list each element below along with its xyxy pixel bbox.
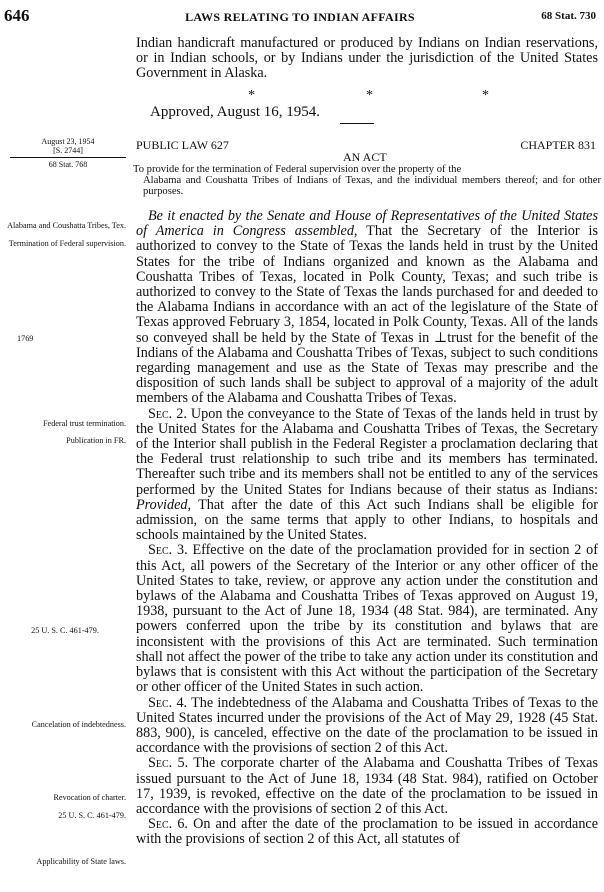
- section-3: [136, 543, 598, 695]
- section-2-tail: That after the date of this Act such Indians shall be eligible for admission, on the same terms that apply to other Indians, to hospitals and schools maintained by the United States.: [136, 496, 598, 544]
- section-break-stars: [136, 88, 598, 102]
- section-3-text: Effective on the date of the proclamation provided for in section 2 of this Act, all powers of the Secretary of the Interior or any other officer of the United States to take, review, or approve any action under the constitution and bylaws of the Alabama and Coushatta Tribes of Texas approved on August 19, 1938, pursuant to the Act of June 18, 1934 (48 Stat. 984), are terminated. Any powers conferred upon the tribe by its constitution and bylaws that are inconsistent with the provisions of this Act are terminated. Such termination shall not affect the power of the tribe to take any action under its constitution and bylaws that is consistent with this Act without the participation of the Secretary or other officer of the United States in such action.: [136, 542, 598, 696]
- section-2-proviso: Provided,: [136, 496, 192, 513]
- margin-note-trust: Federal trust termination.: [43, 419, 126, 428]
- margin-note-usc-2: 25 U. S. C. 461-479.: [58, 811, 126, 820]
- section-2-label: Sec. 2.: [148, 405, 187, 422]
- section-5: [136, 756, 598, 817]
- act-heading: AN ACT: [343, 150, 387, 164]
- enacting-clause: [136, 209, 598, 407]
- approval-line: Approved, August 16, 1954.: [150, 104, 320, 120]
- margin-note-page-ref: 1769: [17, 334, 34, 343]
- margin-note-publication: Publication in FR.: [66, 436, 126, 445]
- act-purpose-line2: Alabama and Coushatta Tribes of Indians of Texas, and the individual members thereof; and for other purposes.: [143, 174, 601, 197]
- statute-reference: 68 Stat. 730: [541, 10, 596, 22]
- preceding-act-text: Indian handicraft manufactured or produced by Indians on Indian reservations, or in Indian schools, or by Indians under the jurisdiction of the United States Government in Alaska.: [136, 35, 598, 82]
- chapter-number: CHAPTER 831: [520, 138, 596, 152]
- section-2-text: Upon the conveyance to the State of Texas of the lands held in trust by the United States for the Alabama and Coushatta Tribes of Texas, the Secretary of the Interior shall publish in the Federal Register a proclamation declaring that the Federal trust relationship to such tribe and its members has terminated. Thereafter such tribe and its members shall not be entitled to any of the services performed by the United States for Indians because of their status as Indians:: [136, 405, 599, 498]
- bill-number: [S. 2744]: [53, 146, 83, 155]
- star-1: *: [248, 88, 255, 103]
- margin-note-state-laws: Applicability of State laws.: [36, 857, 126, 866]
- divider-rule: [340, 123, 374, 124]
- act-purpose-line1: To provide for the termination of Federal supervision over the property of the: [133, 164, 462, 175]
- section-2: [136, 407, 598, 544]
- margin-note-tribes: Alabama and Coushatta Tribes, Tex.: [7, 221, 126, 230]
- page-number: 646: [4, 6, 30, 25]
- stat-citation: 68 Stat. 768: [48, 160, 88, 169]
- enactment-date: August 23, 1954: [41, 137, 95, 146]
- section-6-label: Sec. 6.: [148, 816, 188, 833]
- star-2: *: [366, 88, 373, 103]
- margin-note-usc-1: 25 U. S. C. 461-479.: [31, 626, 99, 635]
- running-header: [4, 6, 596, 28]
- enacting-formula: Be it enacted by the Senate and House of Representatives of the United States of America in Congress assembled,: [136, 208, 598, 240]
- running-title: LAWS RELATING TO INDIAN AFFAIRS: [185, 10, 415, 24]
- section-1-text: That the Secretary of the Interior is authorized to convey to the State of Texas the lands held in trust by the United States for the tribe of Indians organized and known as the Alabama and Coushatta Tribes of Texas, located in Polk County, Texas; and such tribe is authorized to convey to the State of Texas the lands purchased for and deeded to the Alabama Indians in accordance with an act of the legislature of the State of Texas approved February 3, 1854, located in Polk County, Texas. All of the lands so conveyed shall be held by the State of Texas in ⊥trust for the benefit of the Indians of the Alabama and Coushatta Tribes of Texas, subject to such conditions regarding management and use as the State of Texas may prescribe and the disposition of such lands shall be subject to approval of a majority of the adult members of the Alabama and Coushatta Tribes of Texas.: [136, 223, 599, 407]
- margin-note-revocation: Revocation of charter.: [53, 793, 126, 802]
- act-body: [136, 209, 598, 848]
- section-6-text: On and after the date of the proclamation to be issued in accordance with the provisions of section 2 of this Act, all statutes of: [136, 816, 599, 848]
- section-4: [136, 696, 598, 757]
- enactment-date-box: [10, 137, 126, 169]
- section-6: [136, 817, 598, 847]
- public-law-number: PUBLIC LAW 627: [136, 138, 229, 152]
- section-5-label: Sec. 5.: [148, 755, 189, 772]
- star-3: *: [482, 88, 489, 103]
- section-3-label: Sec. 3.: [148, 542, 188, 559]
- section-4-text: The indebtedness of the Alabama and Coushatta Tribes of Texas to the United States incurred under the provisions of the Act of May 29, 1928 (45 Stat. 883, 900), is canceled, effective on the date of the proclamation to be issued in accordance with the provisions of section 2 of this Act.: [136, 694, 598, 757]
- section-5-text: The corporate charter of the Alabama and Coushatta Tribes of Texas issued pursuant to the Act of June 18, 1934 (48 Stat. 984), ratified on October 17, 1939, is revoked, effective on the date of the proclamation to be issued in accordance with the provisions of section 2 of this Act.: [136, 755, 599, 817]
- margin-note-termination: Termination of Federal supervision.: [8, 239, 126, 248]
- section-4-label: Sec. 4.: [148, 694, 188, 711]
- act-purpose: [133, 165, 601, 197]
- margin-note-indebtedness: Cancelation of indebtedness.: [31, 720, 126, 729]
